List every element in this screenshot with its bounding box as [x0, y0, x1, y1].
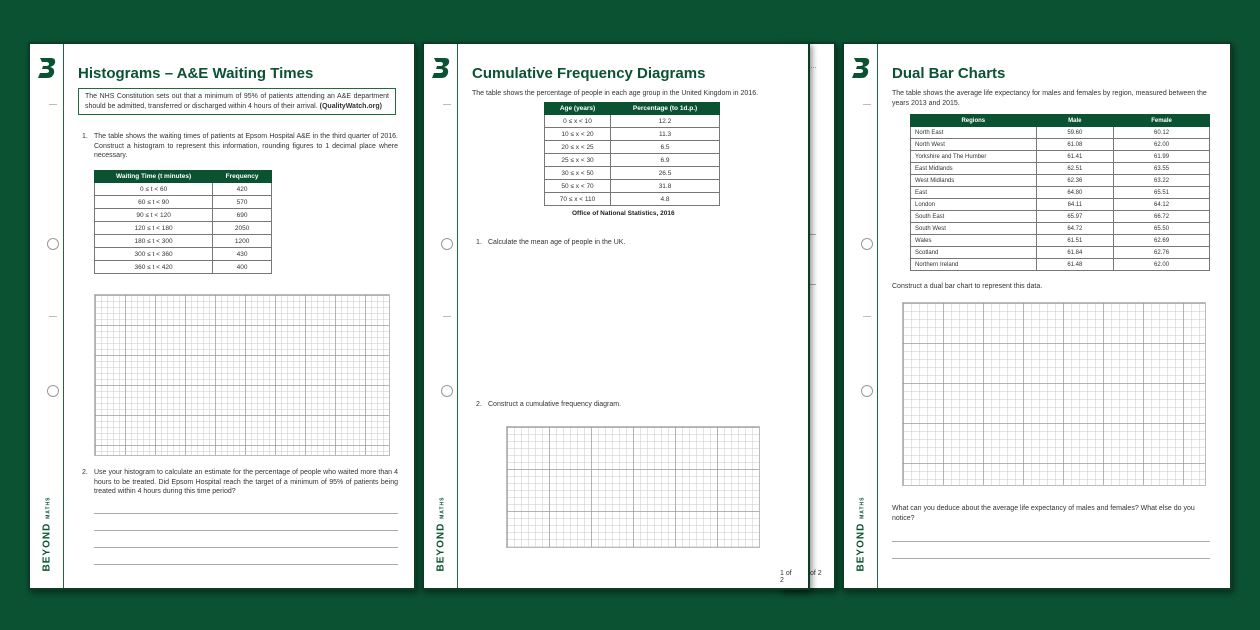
question-number: 2. — [82, 469, 88, 476]
question-number: 1. — [82, 133, 88, 140]
answer-line[interactable] — [94, 513, 398, 514]
table-row: 90 ≤ t < 120 690 — [95, 209, 272, 222]
binder-hole — [861, 385, 873, 397]
sheet-margin-rail — [424, 44, 458, 588]
table-row: 60 ≤ t < 90 570 — [95, 196, 272, 209]
table-row: Yorkshire and The Humber 61.41 61.99 — [911, 151, 1210, 163]
table-row: London 64.11 64.12 — [911, 199, 1210, 211]
answer-line[interactable] — [892, 558, 1210, 559]
binder-hole — [441, 385, 453, 397]
beyond-b-logo-icon — [430, 56, 452, 80]
page-number: 1 of 2 — [780, 570, 792, 584]
worksheet-cumulative-frequency — [422, 42, 810, 590]
worksheet-dual-bar-charts — [842, 42, 1232, 590]
page-title: Dual Bar Charts — [892, 65, 1006, 82]
table-row: East Midlands 62.51 63.55 — [911, 163, 1210, 175]
answer-line[interactable] — [94, 530, 398, 531]
instruction-text: Construct a dual bar chart to represent this data. — [892, 283, 1043, 290]
answer-line[interactable] — [892, 541, 1210, 542]
sheet-margin-rail — [844, 44, 878, 588]
question-1-text: The table shows the waiting times of patients at Epsom Hospital A&E in the third quarter of 2016. Construct a histogram to represent this information, rounding figures to 1 decimal place where necessary. — [94, 133, 398, 159]
intro-box: The NHS Constitution sets out that a minimum of 95% of patients attending an A&E department should be admitted, transferred or discharged within 4 hours of their arrival. (QualityWatch.org) — [78, 88, 396, 115]
table-source: Office of National Statistics, 2016 — [572, 210, 675, 217]
waiting-time-table: Waiting Time (t minutes) Frequency 0 ≤ t < 60 420 60 ≤ t < 90 570 90 ≤ t < 120 690 120 ≤ t < 180 2050 180 ≤ t < 300 1200 300 ≤ t < 360 430 360 ≤ t < 420 400 — [94, 170, 272, 274]
question-1-text: Calculate the mean age of people in the UK. — [488, 239, 626, 246]
table-row: 10 ≤ x < 20 11.3 — [545, 128, 720, 141]
question-2-text: Use your histogram to calculate an estimate for the percentage of people who waited more than 4 hours to be treated. Did Epsom Hospital reach the target of a minimum of 95% of patients being treated within 4 hours during this time period? — [94, 469, 398, 495]
page-number: of 2 — [810, 570, 822, 577]
table-row: Wales 61.51 62.69 — [911, 235, 1210, 247]
table-row: 360 ≤ t < 420 400 — [95, 261, 272, 274]
answer-line — [810, 234, 816, 235]
table-row: 180 ≤ t < 300 1200 — [95, 235, 272, 248]
beyond-b-logo-icon — [36, 56, 58, 80]
binder-hole — [441, 238, 453, 250]
histogram-grid[interactable] — [94, 294, 390, 456]
question-number: 1. — [476, 239, 482, 246]
answer-line[interactable] — [94, 564, 398, 565]
answer-line[interactable] — [94, 547, 398, 548]
binder-hole — [47, 238, 59, 250]
table-row: East 64.80 65.51 — [911, 187, 1210, 199]
table-row: South West 64.72 65.50 — [911, 223, 1210, 235]
table-row: 25 ≤ x < 30 6.9 — [545, 154, 720, 167]
table-row: 50 ≤ x < 70 31.8 — [545, 180, 720, 193]
age-percentage-table: Age (years) Percentage (to 1d.p.) 0 ≤ x < 10 12.2 10 ≤ x < 20 11.3 20 ≤ x < 25 6.5 25 ≤ x < 30 6.9 30 ≤ x < 50 26.5 50 ≤ x < 70 31.8 70 ≤ x < 110 4.8 — [544, 102, 720, 206]
worksheet-back-page: … of 2 — [780, 42, 836, 590]
table-row: North East 59.60 60.12 — [911, 127, 1210, 139]
beyond-maths-brand: BEYOND MATHS — [41, 496, 53, 572]
table-row: West Midlands 62.36 63.22 — [911, 175, 1210, 187]
table-row: South East 65.97 66.72 — [911, 211, 1210, 223]
beyond-b-logo-icon — [850, 56, 872, 80]
sheet-margin-rail — [30, 44, 64, 588]
table-row: 70 ≤ x < 110 4.8 — [545, 193, 720, 206]
dual-bar-chart-grid[interactable] — [902, 302, 1206, 486]
worksheet-histograms — [28, 42, 416, 590]
beyond-maths-brand: BEYOND MATHS — [435, 496, 447, 572]
table-row: 0 ≤ t < 60 420 — [95, 183, 272, 196]
table-row: 0 ≤ x < 10 12.2 — [545, 115, 720, 128]
table-row: 20 ≤ x < 25 6.5 — [545, 141, 720, 154]
intro-text: The table shows the average life expectancy for males and females by region, measured between the years 2013 and 2015. — [892, 90, 1207, 107]
life-expectancy-table: Regions Male Female North East 59.60 60.12 North West 61.08 62.00 Yorkshire and The Humber 61.41 61.99 East Midlands 62.51 63.55 West Midlands 62.36 63.22 East 64.80 65.51 London 64.11 64.12 South East 65.97 66.72 South West 64.72 65.50 Wales 61.51 62.69 Scotland 61.84 62.76 Northern Ireland 61.48 62.00 — [910, 114, 1210, 271]
answer-line — [810, 284, 816, 285]
intro-text: The table shows the percentage of people in each age group in the United Kingdom in 2016. — [472, 90, 759, 97]
table-row: Northern Ireland 61.48 62.00 — [911, 259, 1210, 271]
table-row: Scotland 61.84 62.76 — [911, 247, 1210, 259]
table-row: 120 ≤ t < 180 2050 — [95, 222, 272, 235]
table-row: 30 ≤ x < 50 26.5 — [545, 167, 720, 180]
page-title: Cumulative Frequency Diagrams — [472, 65, 706, 82]
question-number: 2. — [476, 401, 482, 408]
page-title: Histograms – A&E Waiting Times — [78, 65, 314, 82]
question-text: What can you deduce about the average life expectancy of males and females? What else do you notice? — [892, 505, 1195, 522]
table-row: 300 ≤ t < 360 430 — [95, 248, 272, 261]
table-row: North West 61.08 62.00 — [911, 139, 1210, 151]
cumulative-frequency-grid[interactable] — [506, 426, 760, 548]
question-2-text: Construct a cumulative frequency diagram. — [488, 401, 622, 408]
beyond-maths-brand: BEYOND MATHS — [855, 496, 867, 572]
binder-hole — [861, 238, 873, 250]
binder-hole — [47, 385, 59, 397]
